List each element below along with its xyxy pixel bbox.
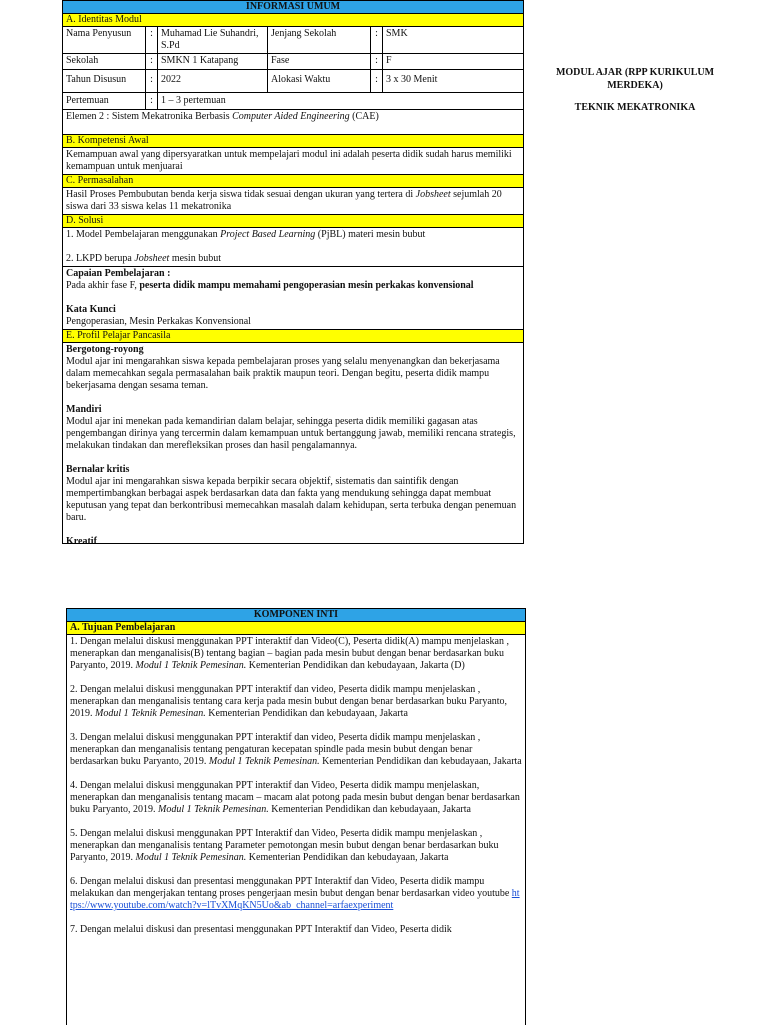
identity-value: Muhamad Lie Suhandri, S.Pd [158, 27, 268, 53]
tujuan-text: 2. Dengan melalui diskusi menggunakan PPT interaktif dan video, Peserta didik mampu menjelaskan , menerapkan dan menganalisis tentang cara kerja pada mesin bubut dengan benar berdasarkan buku Paryanto, 2019. [70, 684, 508, 719]
identity-label: Alokasi Waktu [268, 70, 371, 92]
tujuan-suffix: Kementerian Pendidikan dan kebudayaan, Jakarta (D) [246, 660, 465, 671]
komponen-inti-page [66, 608, 526, 1025]
profil-text: Modul ajar ini mengarahkan siswa kepada berpikir secara objektif, sistematis dan saintifik dengan mempertimbangkan berbagai aspek berdasarkan data dan fakta yang mendukung sehingga dapat membuat keputusan yang tepat dan berkontribusi memecahkan masalah dalam kehidupan, serta terbuka dengan penemuan baru. [66, 476, 517, 523]
tujuan-text: 6. Dengan melalui diskusi dan presentasi menggunakan PPT Interaktif dan Video, Peserta didik mampu melakukan dan mengerjakan tentang proses pengerjaan mesin bubut dengan benar berdasarkan video youtube [70, 876, 512, 899]
capaian-prefix: Pada akhir fase F, [66, 280, 140, 291]
identity-label: Tahun Disusun [63, 70, 146, 92]
identity-row [63, 93, 523, 110]
colon: : [146, 27, 158, 53]
solusi-item [66, 253, 520, 265]
tujuan-italic: Modul 1 Teknik Pemesinan. [95, 708, 206, 719]
solusi-suffix: (PjBL) materi mesin bubut [315, 229, 426, 240]
profil-block [63, 343, 523, 544]
solusi-italic: Jobsheet [134, 253, 170, 264]
identity-value: 1 – 3 pertemuan [161, 95, 226, 106]
identity-value: SMK [386, 28, 408, 39]
tujuan-text: 5. Dengan melalui diskusi menggunakan PPT Interaktif dan Video, Peserta didik mampu menjelaskan , menerapkan dan menganalisis tentang Parameter pemotongan mesin bubut dengan benar berdasarkan buku Paryanto, 2019. [70, 828, 499, 863]
identity-label: Jenjang Sekolah [268, 27, 371, 53]
solusi-block [63, 228, 523, 267]
colon: : [146, 54, 158, 69]
colon: : [146, 70, 158, 92]
identity-label: Nama Penyusun [63, 27, 146, 53]
profil-text: Modul ajar ini mengarahkan siswa kepada pembelajaran proses yang selalu menyenangkan dan bekerjasama dalam memecahkan segala permasalahan baik praktik maupun teori. Dengan begitu, peserta didik mampu bekerjasama dengan sesama teman. [66, 356, 500, 391]
capaian-title: Capaian Pembelajaran : [66, 268, 171, 279]
kata-kunci-title: Kata Kunci [66, 304, 116, 315]
profil-text: Modul ajar ini menekan pada kemandirian dalam belajar, sehingga peserta didik memiliki gagasan atas pengembangan dirinya yang tercermin dalam kemampuan untuk bertanggung jawab, memiliki rencana strategis, melakukan tindakan dan merefleksikan proses dan hasil pengalamannya. [66, 416, 516, 451]
tujuan-item [70, 780, 522, 816]
solusi-italic: Project Based Learning [220, 229, 316, 240]
tujuan-item: 7. Dengan melalui diskusi dan presentasi menggunakan PPT Interaktif dan Video, Peserta didik [70, 924, 452, 935]
elemen-text [63, 110, 523, 135]
tujuan-text: 4. Dengan melalui diskusi menggunakan PPT interaktif dan Video, Peserta didik mampu menjelaskan, menerapkan dan menganalisis tentang macam – macam alat potong pada mesin bubut dengan benar berdasarkan buku Paryanto, 2019. [70, 780, 520, 815]
identity-label: Fase [268, 54, 371, 69]
module-title: MODUL AJAR (RPP KURIKULUM MERDEKA) [555, 67, 715, 91]
colon: : [146, 93, 158, 109]
kompetensi-text: Kemampuan awal yang dipersyaratkan untuk mempelajari modul ini adalah peserta didik sudah harus memiliki kemampuan untuk menjuarai [63, 148, 523, 175]
masalah-suffix: sejumlah 20 siswa dari 33 siswa kelas 11 mekatronika [66, 189, 502, 212]
tujuan-italic: Modul 1 Teknik Pemesinan. [135, 852, 247, 863]
tujuan-item [70, 828, 522, 864]
tujuan-item [70, 636, 522, 672]
identity-row [63, 27, 523, 54]
informasi-umum-header: INFORMASI UMUM [63, 1, 523, 14]
solusi-suffix: mesin bubut [169, 253, 221, 264]
identity-value: 3 x 30 Menit [386, 74, 438, 85]
section-identitas-modul: A. Identitas Modul [63, 14, 523, 27]
profil-title: Mandiri [66, 404, 102, 415]
tujuan-item [70, 684, 522, 720]
tujuan-text: 1. Dengan melalui diskusi menggunakan PPT interaktif dan Video(C), Peserta didik(A) mampu menjelaskan , menerapkan dan menganalisis(B) tentang bagian – bagian pada mesin bubut dengan benar berdasarkan buku Paryanto, 2019. [70, 636, 509, 671]
identity-value: SMKN 1 Katapang [158, 54, 268, 69]
identity-label: Pertemuan [63, 93, 146, 109]
identity-row [63, 70, 523, 93]
identity-label: Sekolah [63, 54, 146, 69]
solusi-text: 1. Model Pembelajaran menggunakan [66, 229, 221, 240]
colon: : [371, 27, 383, 53]
tujuan-italic: Modul 1 Teknik Pemesinan. [158, 804, 269, 815]
identity-value: 2022 [158, 70, 268, 92]
capaian-bold: peserta didik mampu memahami pengoperasian mesin perkakas konvensional [139, 280, 474, 291]
module-subtitle: TEKNIK MEKATRONIKA [574, 102, 696, 113]
tujuan-item [70, 876, 522, 912]
identity-value: F [386, 55, 392, 66]
section-profil-pancasila: E. Profil Pelajar Pancasila [63, 330, 523, 343]
tujuan-suffix: Kementerian Pendidikan dan kebudayaan, Jakarta [205, 708, 408, 719]
section-kompetensi-awal: B. Kompetensi Awal [63, 135, 523, 148]
elemen-suffix: (CAE) [349, 111, 379, 122]
informasi-umum-page [62, 0, 524, 544]
colon: : [371, 54, 383, 69]
profil-title: Kreatif [66, 536, 97, 544]
kata-kunci-text: Pengoperasian, Mesin Perkakas Konvensional [66, 316, 251, 327]
capaian-text [66, 280, 520, 292]
tujuan-italic: Modul 1 Teknik Pemesinan. [135, 660, 247, 671]
masalah-italic: Jobsheet [415, 189, 451, 200]
komponen-inti-header: KOMPONEN INTI [67, 609, 525, 622]
identity-row [63, 54, 523, 70]
masalah-text: Hasil Proses Pembubutan benda kerja siswa tidak sesuai dengan ukuran yang tertera di [66, 189, 416, 200]
elemen-label: Elemen 2 : Sistem Mekatronika Berbasis [66, 111, 233, 122]
elemen-italic: Computer Aided Engineering [232, 111, 350, 122]
capaian-block [63, 267, 523, 330]
section-permasalahan: C. Permasalahan [63, 175, 523, 188]
tujuan-suffix: Kementerian Pendidikan dan kebudayaan, Jakarta [246, 852, 449, 863]
tujuan-text: 3. Dengan melalui diskusi menggunakan PPT interaktif dan video, Peserta didik mampu menjelaskan , menerapkan dan menganalisis tentang pengaturan kecepatan spindle pada mesin bubut dengan benar berdasarkan buku Paryanto, 2019. [70, 732, 481, 767]
section-solusi: D. Solusi [63, 215, 523, 228]
tujuan-italic: Modul 1 Teknik Pemesinan. [208, 756, 320, 767]
solusi-item [66, 229, 520, 241]
permasalahan-text [63, 188, 523, 215]
solusi-text: 2. LKPD berupa [66, 253, 135, 264]
profil-title: Bernalar kritis [66, 464, 130, 475]
colon: : [371, 70, 383, 92]
tujuan-item [70, 732, 522, 768]
tujuan-suffix: Kementerian Pendidikan dan kebudayaan, Jakarta [268, 804, 471, 815]
tujuan-list [67, 635, 525, 937]
tujuan-suffix: Kementerian Pendidikan dan kebudayaan, Jakarta [319, 756, 522, 767]
youtube-link[interactable]: https://www.youtube.com/watch?v=lTvXMqKN5Uo&ab_channel=arfaexperiment [70, 888, 520, 911]
section-tujuan-pembelajaran: A. Tujuan Pembelajaran [67, 622, 525, 635]
profil-title: Bergotong-royong [66, 344, 144, 355]
